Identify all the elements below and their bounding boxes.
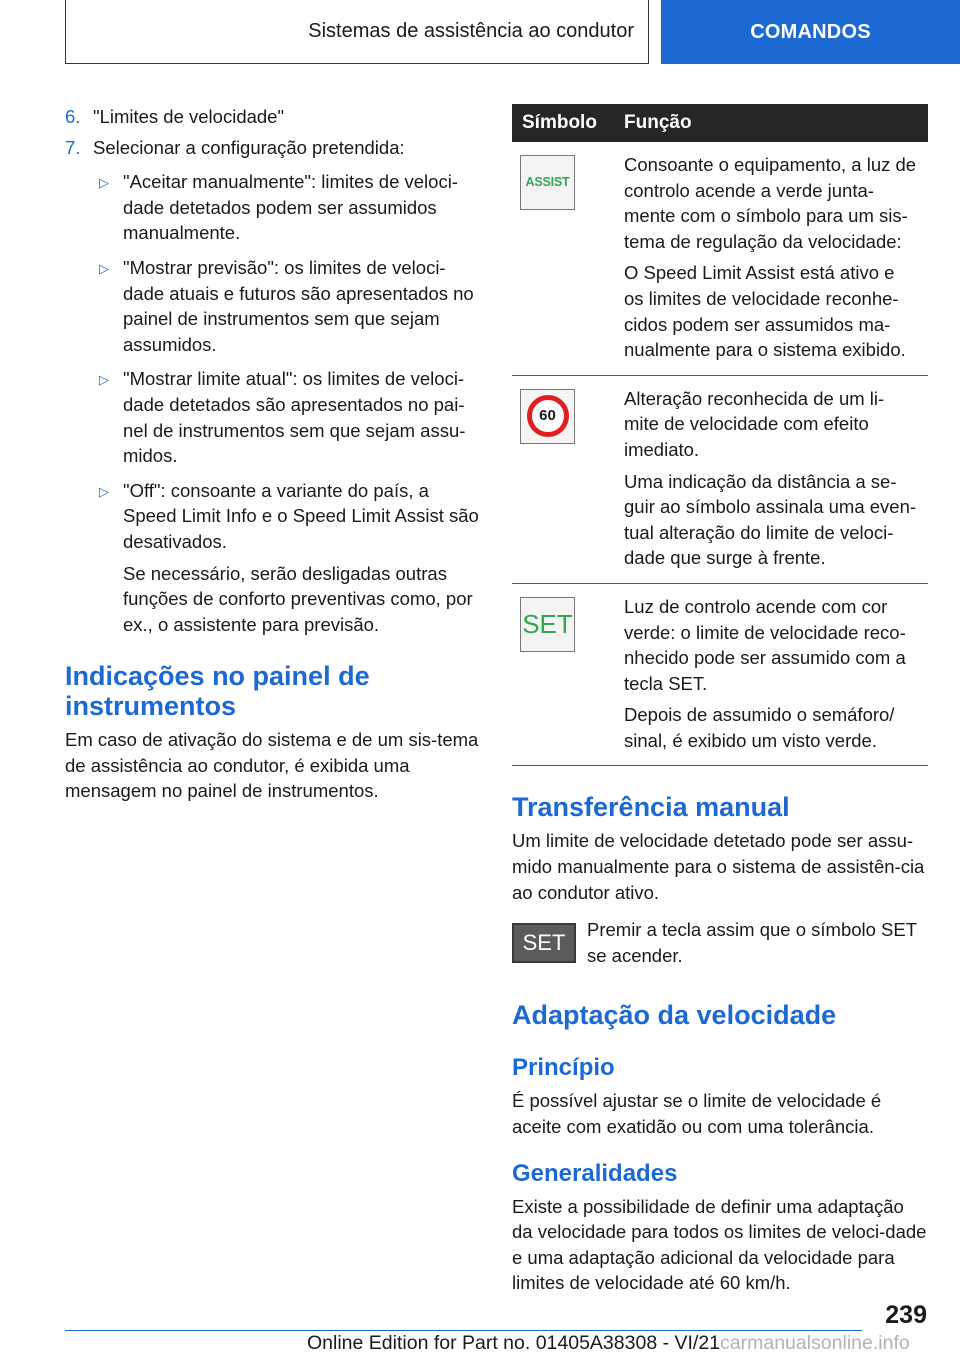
section-heading: Adaptação da velocidade xyxy=(512,1000,837,1031)
option-note: Se necessário, serão desligadas outras funções de conforto preventivas como, por ex., o assistente para previsão. xyxy=(123,562,473,635)
footer-divider xyxy=(65,1330,862,1331)
column-header-symbol: Símbolo xyxy=(512,104,614,142)
right-column xyxy=(512,104,928,1296)
option-text: "Aceitar manualmente": limites de veloci-dade detetados podem ser assumidos manualmente. xyxy=(123,171,458,244)
function-text: Consoante o equipamento, a luz de controlo acende a verde junta-mente com o símbolo para um sis-tema de regulação da velocidade: xyxy=(624,154,917,252)
left-column xyxy=(65,104,479,804)
function-cell xyxy=(614,142,928,375)
chapter-tab[interactable] xyxy=(661,0,960,64)
list-item xyxy=(93,255,479,357)
table-row xyxy=(512,375,928,583)
section-heading: Indicações no painel de instrumentos xyxy=(65,661,370,722)
section-heading: Transferência manual xyxy=(512,792,790,823)
function-text: Luz de controlo acende com cor verde: o limite de velocidade reco-nhecido pode ser assumido com a tecla SET. xyxy=(624,595,906,694)
set-symbol-icon xyxy=(520,597,575,652)
option-text: "Off": consoante a variante do país, a Speed Limit Info e o Speed Limit Assist são desativados. xyxy=(123,479,479,552)
chapter-title: COMANDOS xyxy=(750,20,871,43)
paragraph: Existe a possibilidade de definir uma adaptação da velocidade para todos os limites de veloci-dade e uma adaptação adicional da velocidade para limites de velocidade até 60 km/h. xyxy=(512,1195,927,1294)
symbol-label: SET xyxy=(522,608,573,639)
step-7 xyxy=(65,135,479,161)
function-text: Alteração reconhecida de um li-mite de velocidade com efeito imediato. xyxy=(624,387,885,460)
step-text: "Limites de velocidade" xyxy=(93,106,285,127)
subsection-heading: Generalidades xyxy=(512,1159,678,1187)
symbol-table xyxy=(512,104,928,766)
section-title-tab xyxy=(65,0,649,64)
list-item xyxy=(93,366,479,468)
table-header-row xyxy=(512,104,928,142)
paragraph: Um limite de velocidade detetado pode ser assu-mido manualmente para o sistema de assistên-cia ao condutor ativo. xyxy=(512,830,925,903)
set-instruction: Premir a tecla assim que o símbolo SET se acender. xyxy=(587,919,917,966)
set-instruction-row xyxy=(512,917,928,968)
paragraph: Em caso de ativação do sistema e de um sis-tema de assistência ao condutor, é exibida uma mensagem no painel de instrumentos. xyxy=(65,729,479,802)
option-text: "Mostrar previsão": os limites de veloci-dade atuais e futuros são apresentados no painel de instrumentos sem que sejam assumidos. xyxy=(123,256,474,355)
set-button-label: SET xyxy=(522,930,566,956)
symbol-label: 60 xyxy=(539,407,556,425)
step-6 xyxy=(65,104,479,130)
triangle-bullet-icon: ▷ xyxy=(99,372,109,388)
edition-info: Online Edition for Part no. 01405A38308 - VI/21 xyxy=(307,1332,721,1354)
section-title: Sistemas de assistência ao condutor xyxy=(308,20,634,42)
list-item xyxy=(93,478,479,555)
assist-symbol-icon xyxy=(520,155,575,210)
watermark-link[interactable]: carmanualsonline.info xyxy=(720,1332,910,1354)
step-text: Selecionar a configuração pretendida: xyxy=(93,136,405,158)
step-number: 6. xyxy=(65,106,81,127)
column-header-function: Função xyxy=(614,104,928,142)
footer-text xyxy=(307,1332,910,1355)
function-text: O Speed Limit Assist está ativo e os limites de velocidade reconhe-cidos podem ser assumidos ma-nualmente para o sistema exibido. xyxy=(624,262,906,361)
table-row xyxy=(512,583,928,766)
triangle-bullet-icon: ▷ xyxy=(99,260,109,276)
set-button-icon xyxy=(512,923,576,963)
options-list xyxy=(65,169,479,637)
function-cell xyxy=(614,583,928,766)
speed-limit-ring xyxy=(527,395,569,437)
paragraph: É possível ajustar se o limite de velocidade é aceite com exatidão ou com uma tolerância. xyxy=(512,1090,882,1138)
page-number: 239 xyxy=(885,1301,927,1329)
table-row xyxy=(512,142,928,375)
function-cell xyxy=(614,375,928,583)
triangle-bullet-icon: ▷ xyxy=(99,175,109,191)
symbol-label: ASSIST xyxy=(525,174,570,189)
function-text: Depois de assumido o semáforo/ sinal, é exibido um visto verde. xyxy=(624,704,895,751)
speed-limit-sign-icon xyxy=(520,389,575,444)
subsection-heading: Princípio xyxy=(512,1054,615,1082)
option-text: "Mostrar limite atual": os limites de veloci-dade detetados são apresentados no pai-nel de instrumentos sem que sejam assu-midos. xyxy=(123,368,466,467)
step-number: 7. xyxy=(65,136,81,158)
triangle-bullet-icon: ▷ xyxy=(99,483,109,499)
list-item xyxy=(93,169,479,246)
function-text: Uma indicação da distância a se-guir ao símbolo assinala uma even-tual alteração do limite de veloci-dade que surge à frente. xyxy=(624,470,917,569)
